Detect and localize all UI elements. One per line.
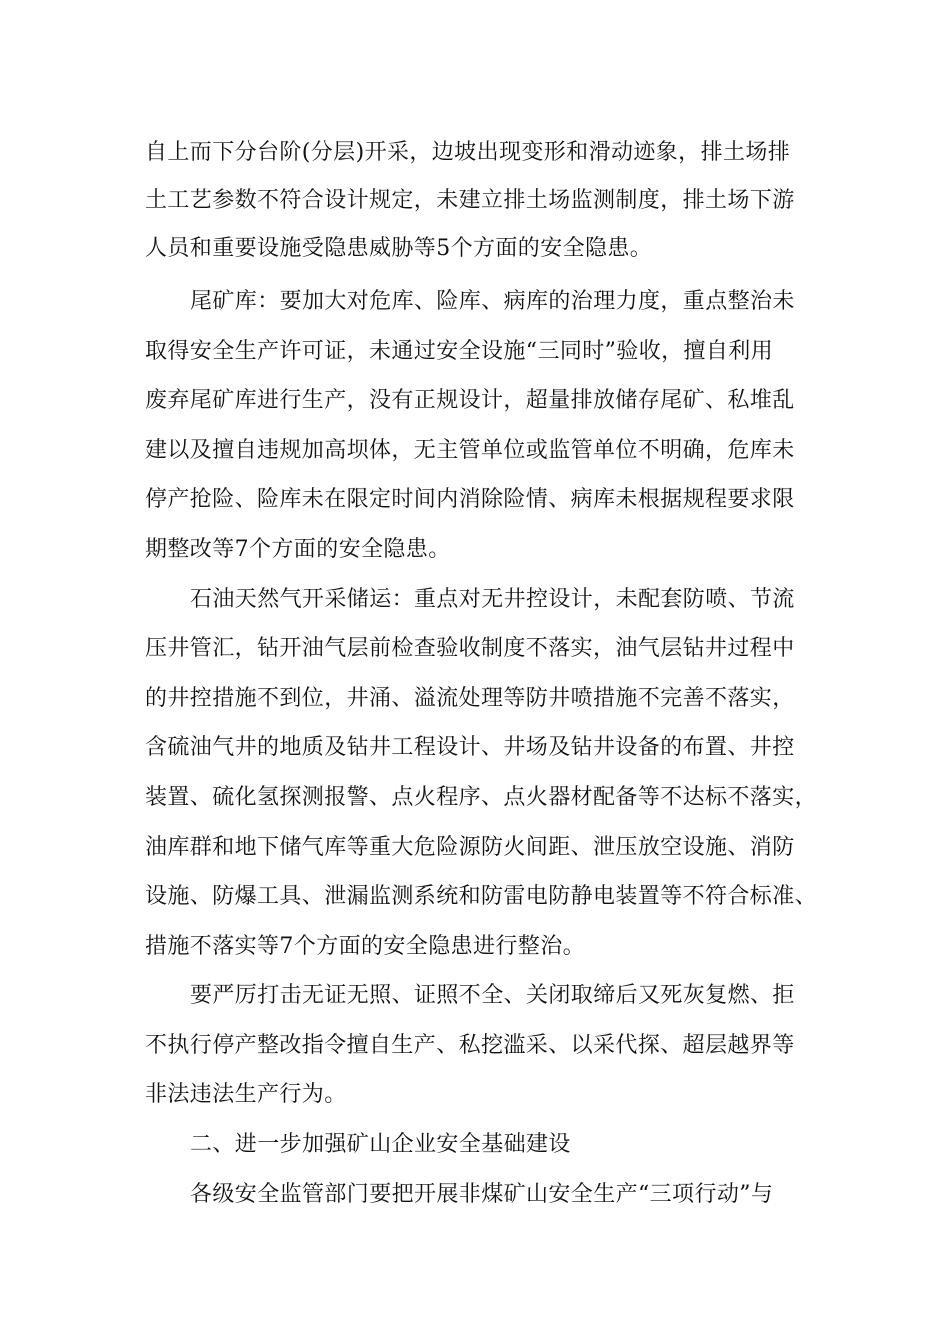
text-line-17: 措施不落实等7个方面的安全隐患进行整治。 [145,934,585,959]
text-line-5: 取得安全生产许可证，未通过安全设施“三同时”验收，擅自利用 [145,339,774,364]
text-line-16: 设施、防爆工具、泄漏监测系统和防雷电防静电装置等不符合标准、 [145,884,818,909]
text-line-14: 装置、硫化氢探测报警、点火程序、点火器材配备等不达标不落实， [145,785,818,810]
text-line-22: 各级安全监管部门要把开展非煤矿山安全生产“三项行动”与 [190,1182,774,1207]
text-line-12: 的井控措施不到位，井涌、溢流处理等防井喷措施不完善不落实， [145,686,795,711]
text-line-9: 期整改等7个方面的安全隐患。 [145,537,451,562]
section-heading: 二、进一步加强矿山企业安全基础建设 [190,1132,571,1157]
text-line-8: 停产抢险、险库未在限定时间内消除险情、病库未根据规程要求限 [145,487,795,512]
text-line-20: 非法违法生产行为。 [145,1082,347,1107]
text-line-7: 建以及擅自违规加高坝体，无主管单位或监管单位不明确，危库未 [145,438,795,463]
text-line-13: 含硫油气井的地质及钻井工程设计、井场及钻井设备的布置、井控 [145,735,795,760]
text-line-4: 尾矿库：要加大对危库、险库、病库的治理力度，重点整治未 [190,289,795,314]
text-line-10: 石油天然气开采储运：重点对无井控设计，未配套防喷、节流 [190,587,795,612]
text-line-3: 人员和重要设施受隐患威胁等5个方面的安全隐患。 [145,236,653,261]
text-line-11: 压井管汇，钻开油气层前检查验收制度不落实，油气层钻井过程中 [145,636,795,661]
text-line-1: 自上而下分台阶(分层)开采，边坡出现变形和滑动迹象，排土场排 [145,140,791,165]
text-line-2: 土工艺参数不符合设计规定，未建立排土场监测制度，排土场下游 [145,188,795,213]
text-line-6: 废弃尾矿库进行生产，没有正规设计，超量排放储存尾矿、私堆乱 [145,388,795,413]
text-line-18: 要严厉打击无证无照、证照不全、关闭取缔后又死灰复燃、拒 [190,983,795,1008]
text-line-19: 不执行停产整改指令擅自生产、私挖滥采、以采代探、超层越界等 [145,1033,795,1058]
text-line-15: 油库群和地下储气库等重大危险源防火间距、泄压放空设施、消防 [145,835,795,860]
